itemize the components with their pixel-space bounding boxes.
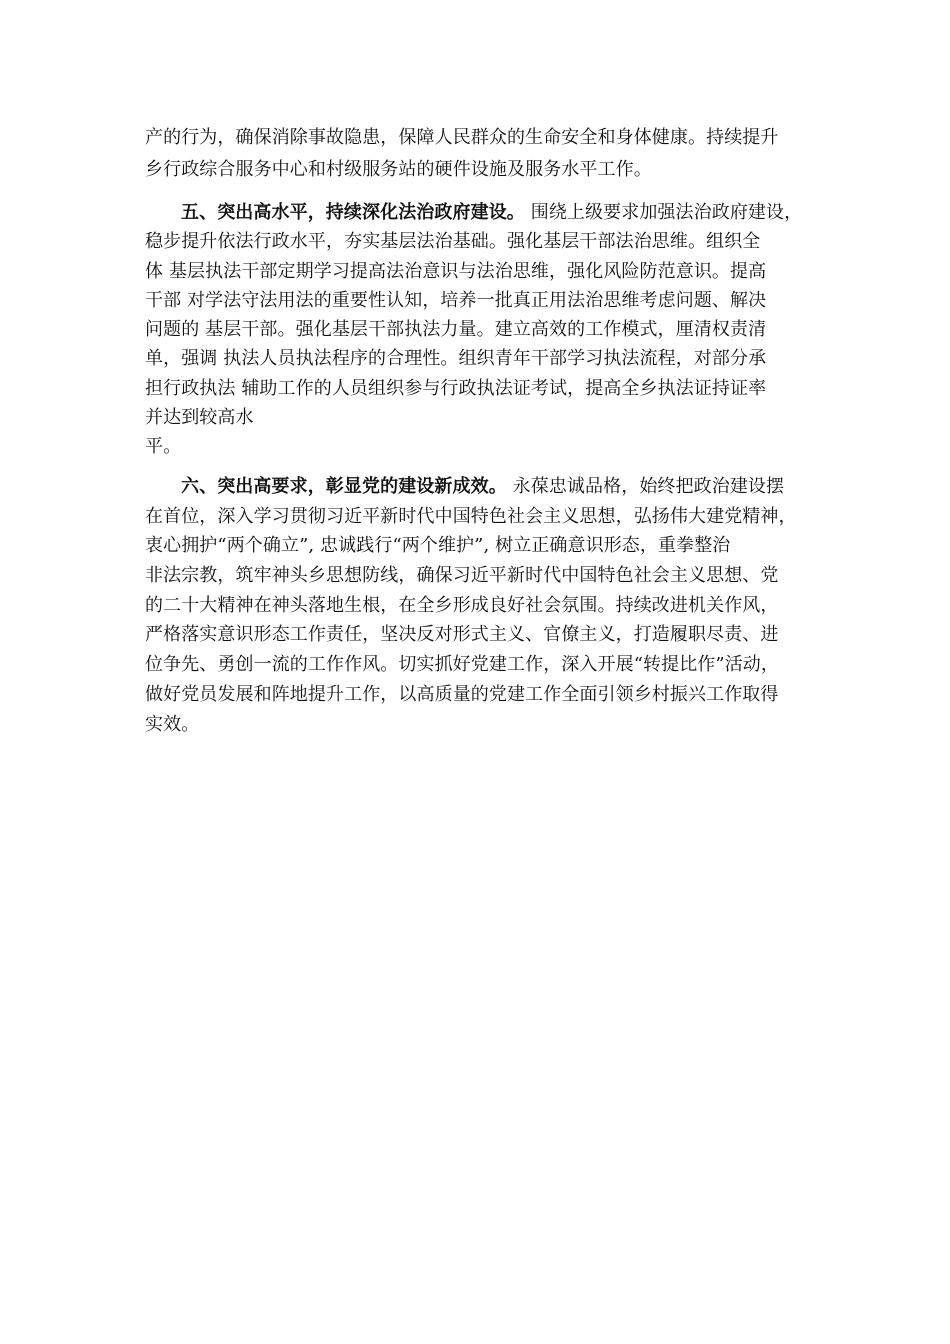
- text-line: 平。: [145, 436, 182, 458]
- text-line: 乡行政综合服务中心和村级服务站的硬件设施及服务水平工作。: [145, 159, 652, 180]
- text-line: 在首位，深入学习贯彻习近平新时代中国特色社会主义思想，弘扬伟大建党精神，: [145, 505, 797, 527]
- text-run: 围绕上级要求加强法治政府建设，: [524, 202, 803, 223]
- text-line: 产的行为，确保消除事故隐患，保障人民群众的生命安全和身体健康。持续提升: [145, 127, 779, 148]
- paragraph-section-six: [145, 472, 810, 739]
- paragraph-first-line: [145, 472, 810, 502]
- paragraph-continuation: [145, 122, 810, 186]
- text-line: 担行政执法 辅助工作的人员组织参与行政执法证考试，提高全乡执法证持证率: [145, 377, 767, 399]
- text-line: 衷心拥护“两个确立”, 忠诚践行“两个维护”, 树立正确意识形态，重拳整治: [145, 535, 731, 557]
- text-line: 严格落实意识形态工作责任，坚决反对形式主义、官僚主义，打造履职尽责、进: [145, 624, 779, 646]
- paragraph-section-five: [145, 198, 810, 462]
- text-line: 体 基层执法干部定期学习提高法治意识与法治思维，强化风险防范意识。提高: [145, 260, 767, 282]
- text-run: 永葆忠诚品格，始终把政治建设摆: [506, 476, 785, 497]
- text-line: 单，强调 执法人员执法程序的合理性。组织青年干部学习执法流程，对部分承: [145, 348, 767, 370]
- section-heading: 六、突出高要求，彰显党的建设新成效。: [181, 476, 507, 497]
- text-line: 问题的 基层干部。强化基层干部执法力量。建立高效的工作模式，厘清权责清: [145, 319, 767, 341]
- text-line: 位争先、勇创一流的工作作风。切实抓好党建工作，深入开展“转提比作”活动，: [145, 654, 780, 676]
- text-line: 并达到较高水: [145, 407, 254, 429]
- text-line: 非法宗教，筑牢神头乡思想防线，确保习近平新时代中国特色社会主义思想、党: [145, 565, 779, 587]
- paragraph-first-line: [145, 198, 810, 227]
- text-line: 实效。: [145, 713, 200, 735]
- text-line: 的二十大精神在神头落地生根，在全乡形成良好社会氛围。持续改进机关作风，: [145, 594, 779, 616]
- text-line: 稳步提升依法行政水平，夯实基层法治基础。强化基层干部法治思维。组织全: [145, 231, 761, 253]
- section-heading: 五、突出高水平，持续深化法治政府建设。: [181, 202, 525, 223]
- text-line: 做好党员发展和阵地提升工作，以高质量的党建工作全面引领乡村振兴工作取得: [145, 683, 779, 705]
- text-line: 干部 对学法守法用法的重要性认知，培养一批真正用法治思维考虑问题、解决: [145, 289, 767, 311]
